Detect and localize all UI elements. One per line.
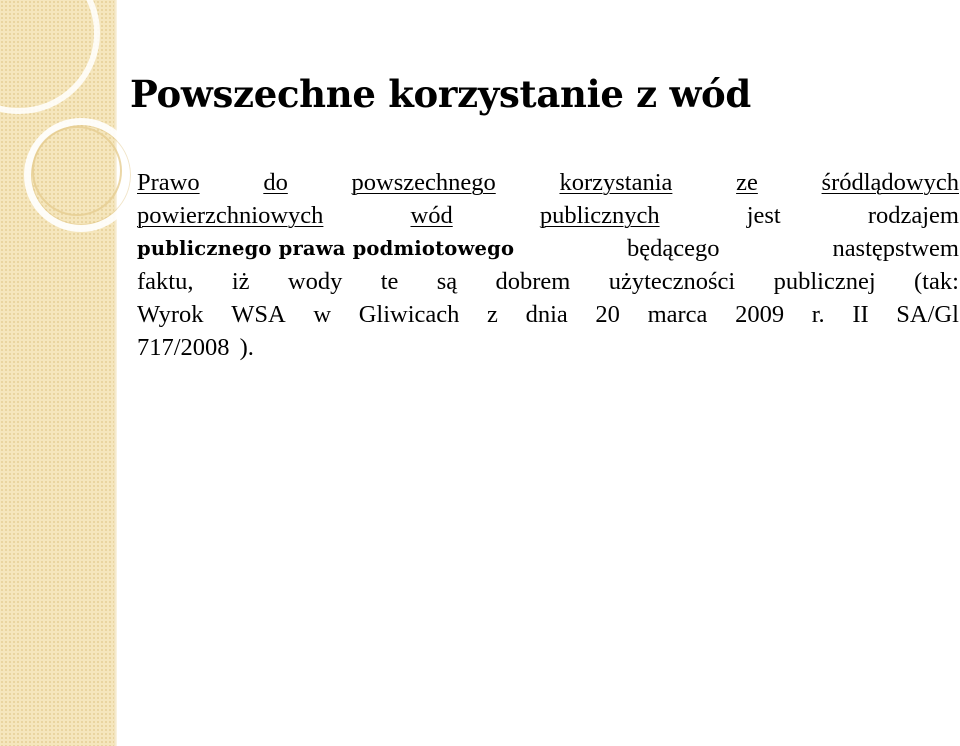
word: publicznej	[773, 268, 876, 295]
word: publicznych	[539, 202, 660, 229]
word: śródlądowych	[821, 169, 959, 196]
word: korzystania	[559, 169, 673, 196]
word: do	[263, 169, 288, 196]
word: 20	[595, 301, 620, 328]
word: Wyrok	[137, 301, 204, 328]
word: użyteczności	[608, 268, 736, 295]
body-line-6	[137, 331, 959, 364]
word: następstwem	[832, 235, 959, 262]
decorative-ring-inner	[32, 126, 122, 216]
word: powszechnego	[351, 169, 496, 196]
word: marca	[647, 301, 708, 328]
word: powierzchniowych	[137, 202, 324, 229]
side-band-edge	[114, 0, 117, 746]
word: Gliwicach	[358, 301, 460, 328]
body-line-1	[137, 166, 959, 199]
word: te	[380, 268, 399, 295]
body-line-4	[137, 265, 959, 298]
slide-title: Powszechne korzystanie z wód	[130, 72, 751, 116]
word: z	[487, 301, 498, 328]
word: będącego	[627, 235, 720, 262]
word: jest	[746, 202, 781, 229]
word: SA/Gl	[896, 301, 959, 328]
emphasized-phrase: publicznego prawa podmiotowego	[137, 237, 515, 260]
word: wody	[287, 268, 343, 295]
word: rodzajem	[867, 202, 959, 229]
word: WSA	[231, 301, 286, 328]
word: II	[852, 301, 869, 328]
word: faktu,	[137, 268, 194, 295]
word: dobrem	[495, 268, 571, 295]
word: r.	[811, 301, 825, 328]
body-line-5	[137, 298, 959, 331]
word: w	[313, 301, 332, 328]
word: 2009	[735, 301, 785, 328]
word: dnia	[525, 301, 568, 328]
slide-body	[137, 166, 959, 364]
word: 717/2008	[137, 334, 230, 361]
word: iż	[231, 268, 250, 295]
body-line-2	[137, 199, 959, 232]
word: wód	[410, 202, 453, 229]
word: są	[436, 268, 458, 295]
word: ze	[736, 169, 758, 196]
word: (tak:	[914, 268, 959, 295]
word: ).	[239, 334, 254, 361]
body-line-3	[137, 232, 959, 265]
word: Prawo	[137, 169, 200, 196]
